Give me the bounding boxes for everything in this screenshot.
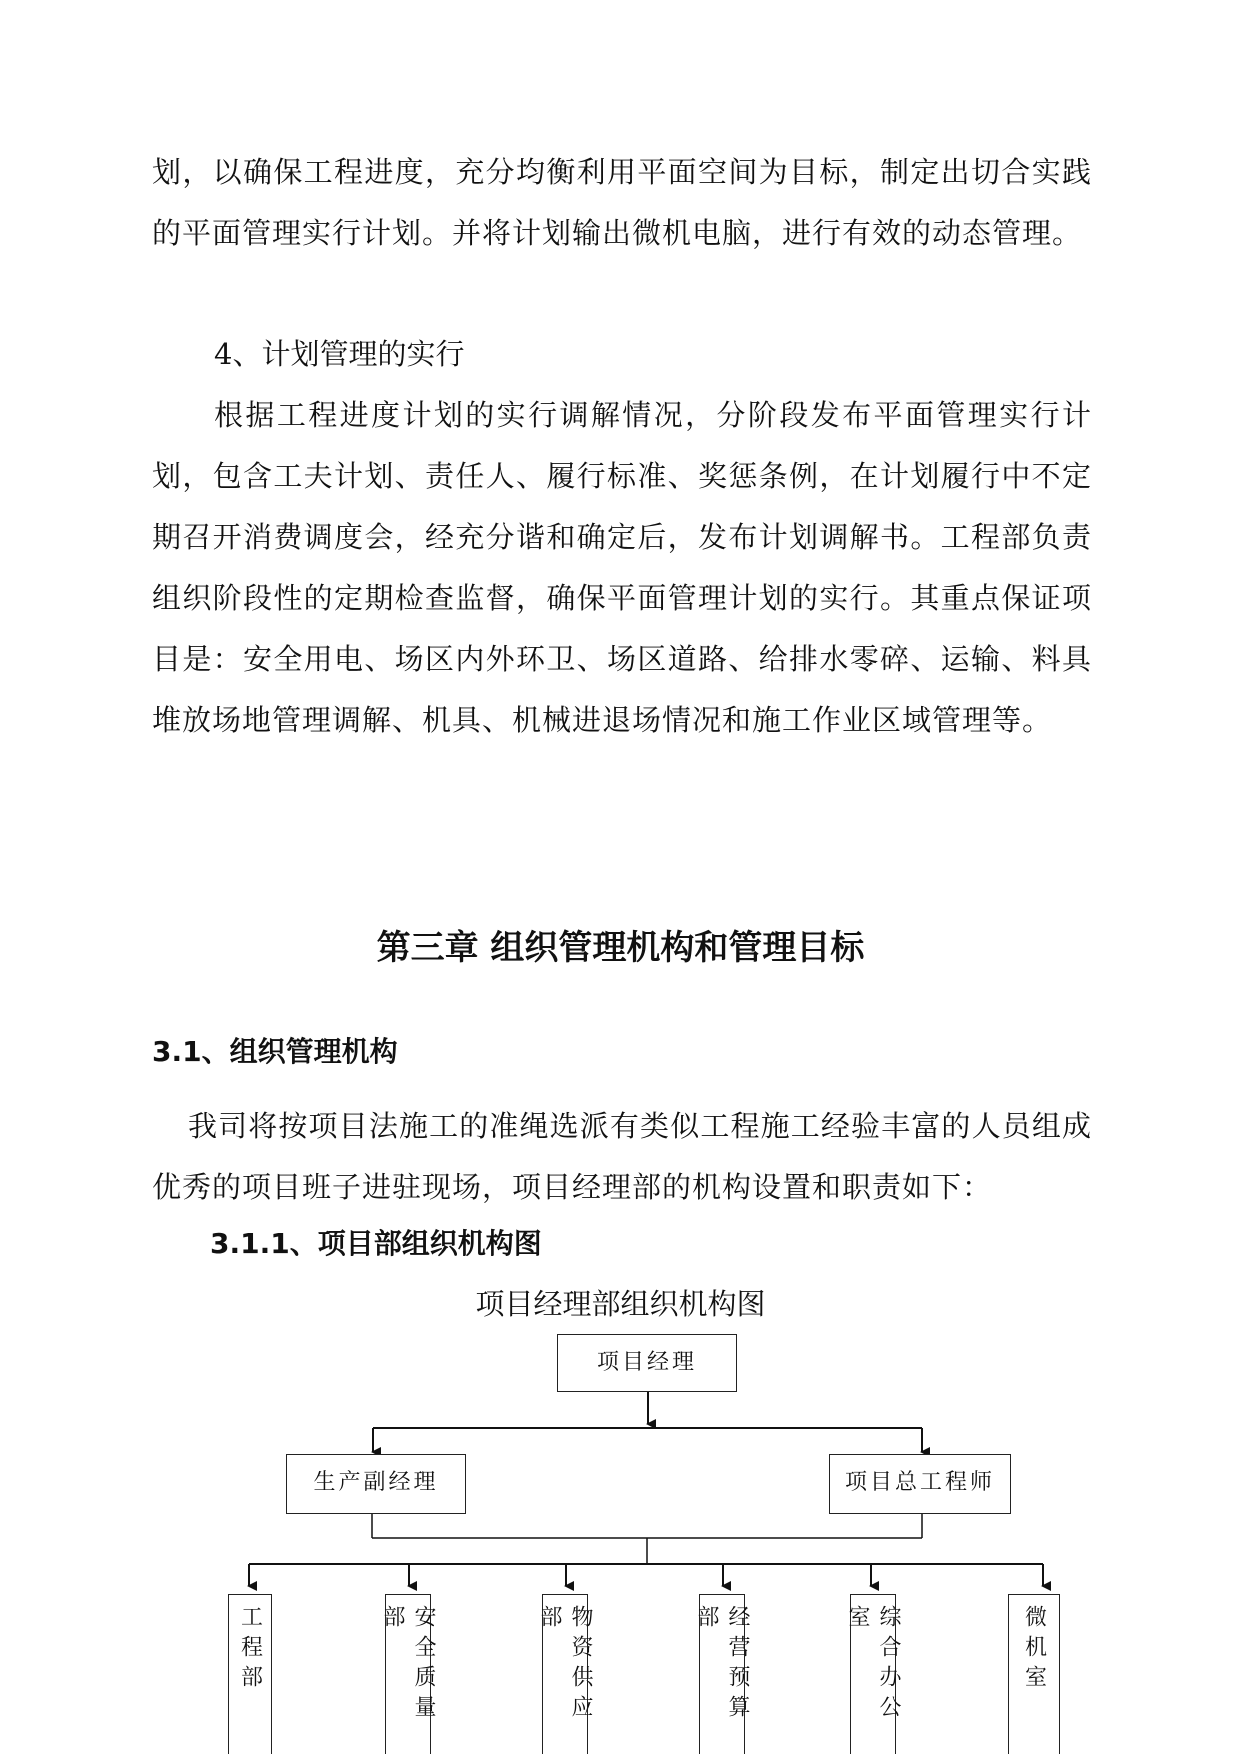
org-box-safety-quality-dept	[380, 1594, 436, 1754]
org-box-label: 生产副经理	[313, 1470, 439, 1495]
org-box-general-office	[845, 1594, 901, 1754]
org-box-label: 综合办公室	[845, 1605, 901, 1725]
org-box-materials-supply-dept	[537, 1594, 593, 1754]
section-title: 3.1、组织管理机构	[152, 1035, 398, 1068]
org-box-label: 经营预算部	[694, 1605, 750, 1725]
org-box-chief-engineer	[829, 1454, 1011, 1514]
org-box-label: 微机室	[1021, 1605, 1047, 1695]
subsection-title: 3.1.1、项目部组织机构图	[210, 1227, 542, 1260]
org-box-label: 项目总工程师	[844, 1470, 995, 1495]
org-box-project-manager	[557, 1334, 737, 1392]
list-heading-4: 4、计划管理的实行	[214, 337, 465, 371]
org-box-label: 安全质量部	[380, 1605, 436, 1725]
org-box-computer-room	[1008, 1594, 1060, 1754]
org-box-engineering-dept	[228, 1594, 272, 1754]
org-box-label: 物资供应部	[537, 1605, 593, 1725]
org-box-label: 项目经理	[596, 1350, 697, 1375]
chapter-title: 第三章 组织管理机构和管理目标	[376, 928, 865, 968]
paragraph-organization-intro: 我司将按项目法施工的准绳选派有类似工程施工经验丰富的人员组成优秀的项目班子进驻现场，项目经理部的机构设置和职责如下：	[152, 1109, 1092, 1204]
org-box-label: 工程部	[237, 1605, 263, 1695]
org-chart-caption: 项目经理部组织机构图	[475, 1287, 766, 1321]
paragraph-plan-continuation: 划，以确保工程进度，充分均衡利用平面空间为目标，制定出切合实践的平面管理实行计划。并将计划输出微机电脑，进行有效的动态管理。	[152, 155, 1092, 250]
paragraph-plan-implementation: 根据工程进度计划的实行调解情况，分阶段发布平面管理实行计划，包含工夫计划、责任人、履行标准、奖惩条例，在计划履行中不定期召开消费调度会，经充分谐和确定后，发布计划调解书。工程部负责组织阶段性的定期检查监督，确保平面管理计划的实行。其重点保证项目是：安全用电、场区内外环卫、场区道路、给排水零碎、运输、料具堆放场地管理调解、机具、机械进退场情况和施工作业区域管理等。	[152, 398, 1092, 737]
org-box-production-deputy-manager	[286, 1454, 466, 1514]
org-box-budget-dept	[694, 1594, 750, 1754]
